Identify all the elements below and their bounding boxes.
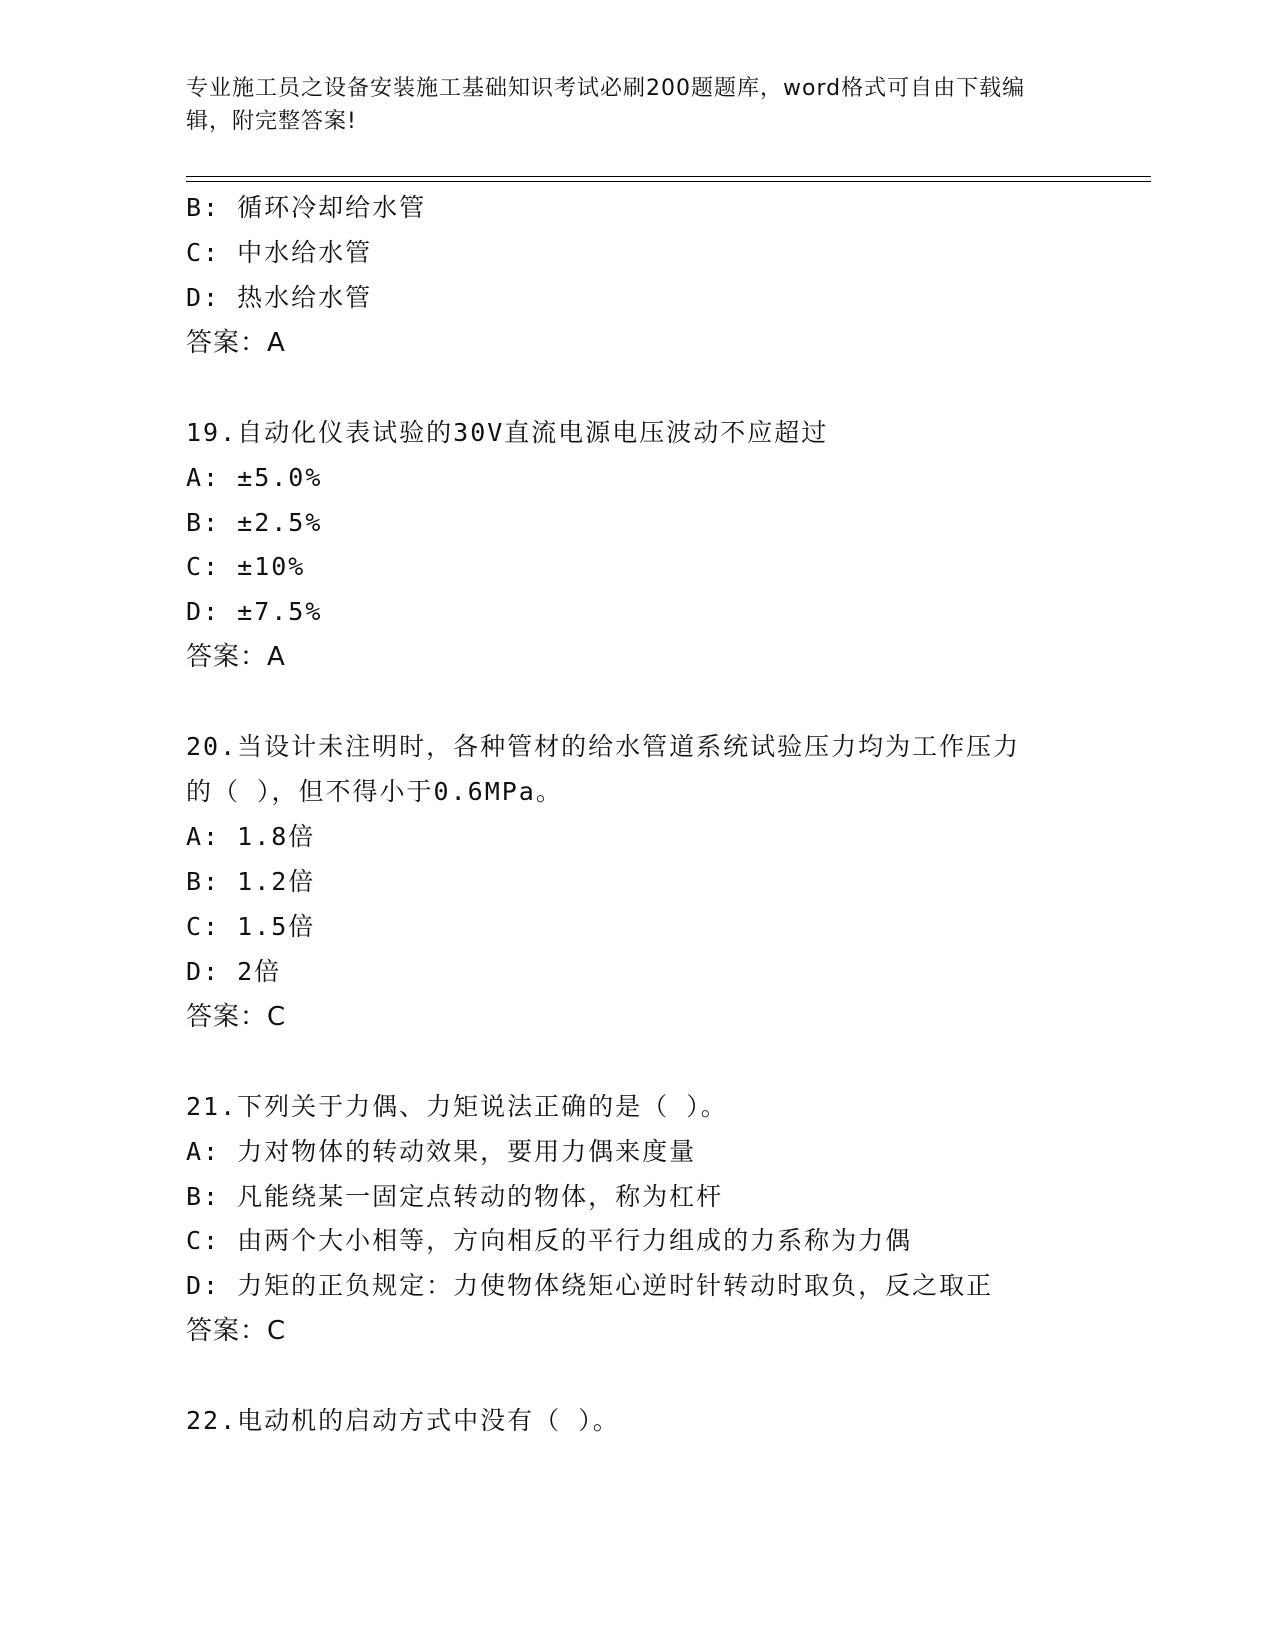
q19-option-c: C: ±10% — [186, 552, 306, 581]
q20-option-c: C: 1.5倍 — [186, 912, 316, 941]
q21-option-a: A: 力对物体的转动效果，要用力偶来度量 — [186, 1137, 697, 1166]
q21-option-b: B: 凡能绕某一固定点转动的物体，称为杠杆 — [186, 1182, 724, 1211]
q19-option-d: D: ±7.5% — [186, 597, 323, 626]
q20-option-a: A: 1.8倍 — [186, 822, 316, 851]
q18-option-b: B: 循环冷却给水管 — [186, 193, 427, 222]
q21-question: 21.下列关于力偶、力矩说法正确的是（ ）。 — [186, 1092, 728, 1121]
q21-option-c: C: 由两个大小相等，方向相反的平行力组成的力系称为力偶 — [186, 1226, 913, 1255]
q20-question-line1: 20.当设计未注明时，各种管材的给水管道系统试验压力均为工作压力 — [186, 732, 1021, 761]
q20-question-line2: 的（ ），但不得小于0.6MPa。 — [186, 777, 563, 806]
q18-option-c: C: 中水给水管 — [186, 238, 373, 267]
q19-option-b: B: ±2.5% — [186, 508, 323, 537]
q19-question: 19.自动化仪表试验的30V直流电源电压波动不应超过 — [186, 418, 829, 447]
q21-answer: 答案：C — [186, 1316, 287, 1346]
q21-option-d: D: 力矩的正负规定：力使物体绕矩心逆时针转动时取负，反之取正 — [186, 1271, 994, 1300]
q20-answer: 答案：C — [186, 1002, 287, 1032]
q19-answer: 答案：A — [186, 642, 286, 672]
q18-option-d: D: 热水给水管 — [186, 283, 373, 312]
document-header-title: 专业施工员之设备安装施工基础知识考试必刷200题题库，word格式可自由下载编辑，附完整答案! — [186, 76, 1026, 134]
q18-answer: 答案：A — [186, 328, 286, 358]
q20-option-b: B: 1.2倍 — [186, 867, 316, 896]
header-rule-bottom — [186, 181, 1151, 182]
q22-question: 22.电动机的启动方式中没有（ ）。 — [186, 1406, 620, 1435]
q20-option-d: D: 2倍 — [186, 957, 282, 986]
q19-option-a: A: ±5.0% — [186, 463, 323, 492]
header-rule-top — [186, 176, 1151, 177]
